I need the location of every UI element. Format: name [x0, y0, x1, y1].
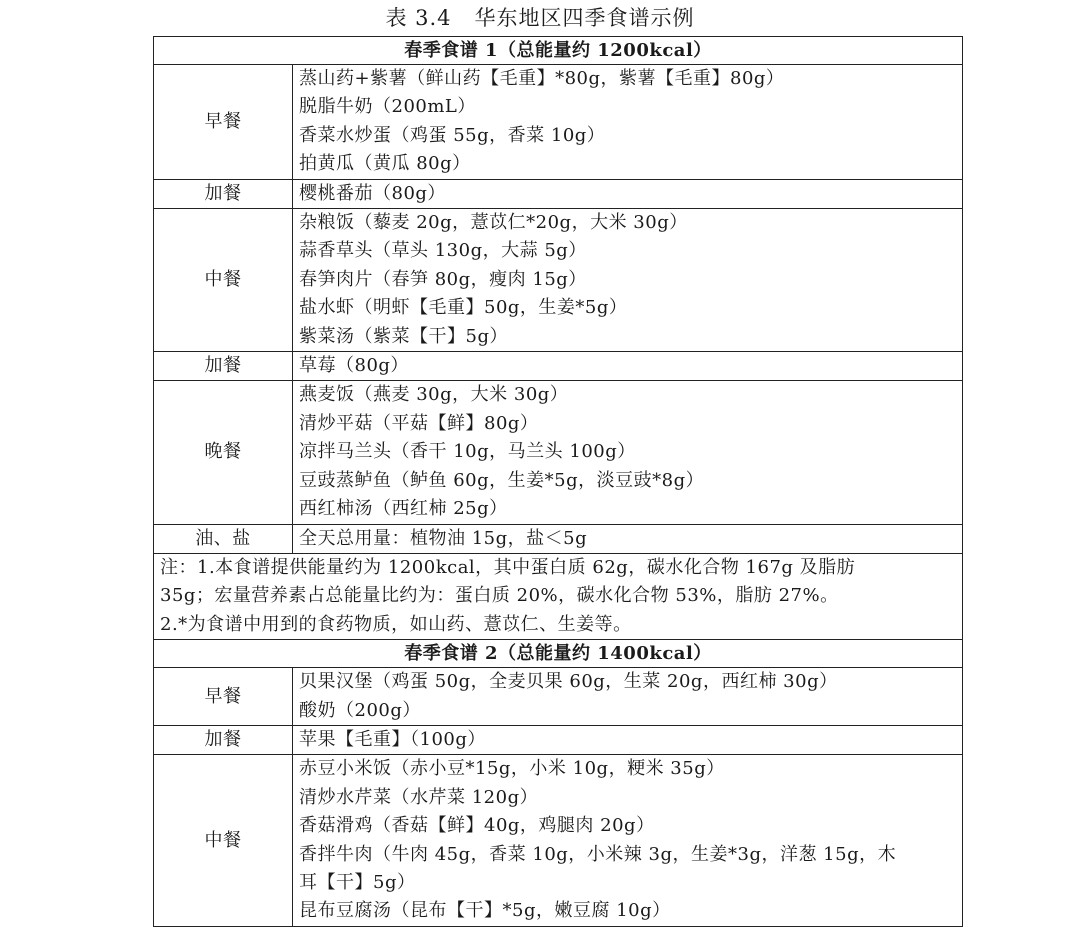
dish-item: 耳【干】5g） — [299, 871, 416, 893]
meal-name: 加餐 — [154, 179, 293, 208]
meal-name: 中餐 — [154, 755, 293, 926]
dish-list — [293, 352, 963, 381]
menu1-oil-salt-row — [154, 524, 963, 553]
dish-item: 赤豆小米饭（赤小豆*15g，小米 10g，粳米 35g） — [299, 758, 725, 780]
dish-item: 豆豉蒸鲈鱼（鲈鱼 60g，生姜*5g，淡豆豉*8g） — [299, 469, 705, 491]
dish-item: 拍黄瓜（黄瓜 80g） — [299, 153, 471, 175]
menu2-lunch-row — [154, 755, 963, 926]
menu1-title: 春季食谱 1（总能量约 1200kcal） — [154, 37, 963, 65]
meal-name: 中餐 — [154, 209, 293, 352]
dish-item: 苹果【毛重】（100g） — [299, 728, 486, 750]
menu1-lunch-row — [154, 209, 963, 352]
menu1-breakfast-row — [154, 65, 963, 180]
dish-item: 草莓（80g） — [299, 355, 409, 377]
menu1-snack2-row — [154, 352, 963, 381]
dish-item: 脱脂牛奶（200mL） — [299, 96, 476, 118]
note-line: 2.*为食谱中用到的食药物质，如山药、薏苡仁、生姜等。 — [160, 613, 632, 635]
dish-item: 春笋肉片（春笋 80g，瘦肉 15g） — [299, 268, 587, 290]
dish-item: 蒸山药+紫薯（鲜山药【毛重】*80g，紫薯【毛重】80g） — [299, 68, 785, 89]
dish-list — [293, 725, 963, 754]
dish-item: 杂粮饭（藜麦 20g，薏苡仁*20g，大米 30g） — [299, 212, 688, 234]
dish-item: 燕麦饭（燕麦 30g，大米 30g） — [299, 384, 569, 406]
menu1-snack1-row — [154, 179, 963, 208]
dish-item: 香拌牛肉（牛肉 45g，香菜 10g，小米辣 3g，生姜*3g，洋葱 15g，木 — [299, 843, 897, 865]
dish-item: 樱桃番茄（80g） — [299, 182, 446, 204]
meal-name: 油、盐 — [154, 524, 293, 553]
menu1-title-row — [154, 37, 963, 65]
menu2-breakfast-row — [154, 668, 963, 726]
dish-item: 凉拌马兰头（香干 10g，马兰头 100g） — [299, 441, 636, 463]
meal-name: 早餐 — [154, 668, 293, 726]
menu1-notes-row — [154, 553, 963, 639]
menu1-dinner-row — [154, 381, 963, 524]
dish-item: 昆布豆腐汤（昆布【干】*5g，嫩豆腐 10g） — [299, 900, 671, 922]
meal-name: 早餐 — [154, 65, 293, 180]
dish-item: 全天总用量：植物油 15g，盐＜5g — [299, 527, 588, 549]
dish-item: 香菇滑鸡（香菇【鲜】40g，鸡腿肉 20g） — [299, 815, 655, 837]
dish-list — [293, 668, 963, 726]
meal-name: 加餐 — [154, 352, 293, 381]
dish-item: 清炒平菇（平菇【鲜】80g） — [299, 412, 539, 434]
dish-item: 盐水虾（明虾【毛重】50g，生姜*5g） — [299, 297, 628, 319]
dish-list — [293, 524, 963, 553]
meal-name: 晚餐 — [154, 381, 293, 524]
menu2-title: 春季食谱 2（总能量约 1400kcal） — [154, 640, 963, 668]
dish-item: 酸奶（200g） — [299, 699, 421, 721]
note-line: 注：1.本食谱提供能量约为 1200kcal，其中蛋白质 62g，碳水化合物 167g 及脂肪 — [160, 556, 856, 578]
dish-list — [293, 209, 963, 352]
dish-item: 西红柿汤（西红柿 25g） — [299, 498, 508, 520]
table-caption: 表 3.4 华东地区四季食谱示例 — [385, 6, 695, 30]
dish-item: 紫菜汤（紫菜【干】5g） — [299, 325, 508, 347]
dish-item: 香菜水炒蛋（鸡蛋 55g，香菜 10g） — [299, 124, 606, 146]
menu2-snack-row — [154, 725, 963, 754]
dish-item: 清炒水芹菜（水芹菜 120g） — [299, 786, 539, 808]
dish-list — [293, 65, 963, 180]
menu-table — [153, 36, 963, 927]
dish-list — [293, 755, 963, 926]
menu1-notes — [154, 553, 963, 639]
dish-list — [293, 179, 963, 208]
dish-item: 蒜香草头（草头 130g，大蒜 5g） — [299, 240, 587, 262]
note-line: 35g；宏量营养素占总能量比约为：蛋白质 20%，碳水化合物 53%，脂肪 27%。 — [160, 585, 839, 607]
meal-name: 加餐 — [154, 725, 293, 754]
menu2-title-row — [154, 640, 963, 668]
dish-item: 贝果汉堡（鸡蛋 50g，全麦贝果 60g，生菜 20g，西红柿 30g） — [299, 671, 838, 693]
dish-list — [293, 381, 963, 524]
